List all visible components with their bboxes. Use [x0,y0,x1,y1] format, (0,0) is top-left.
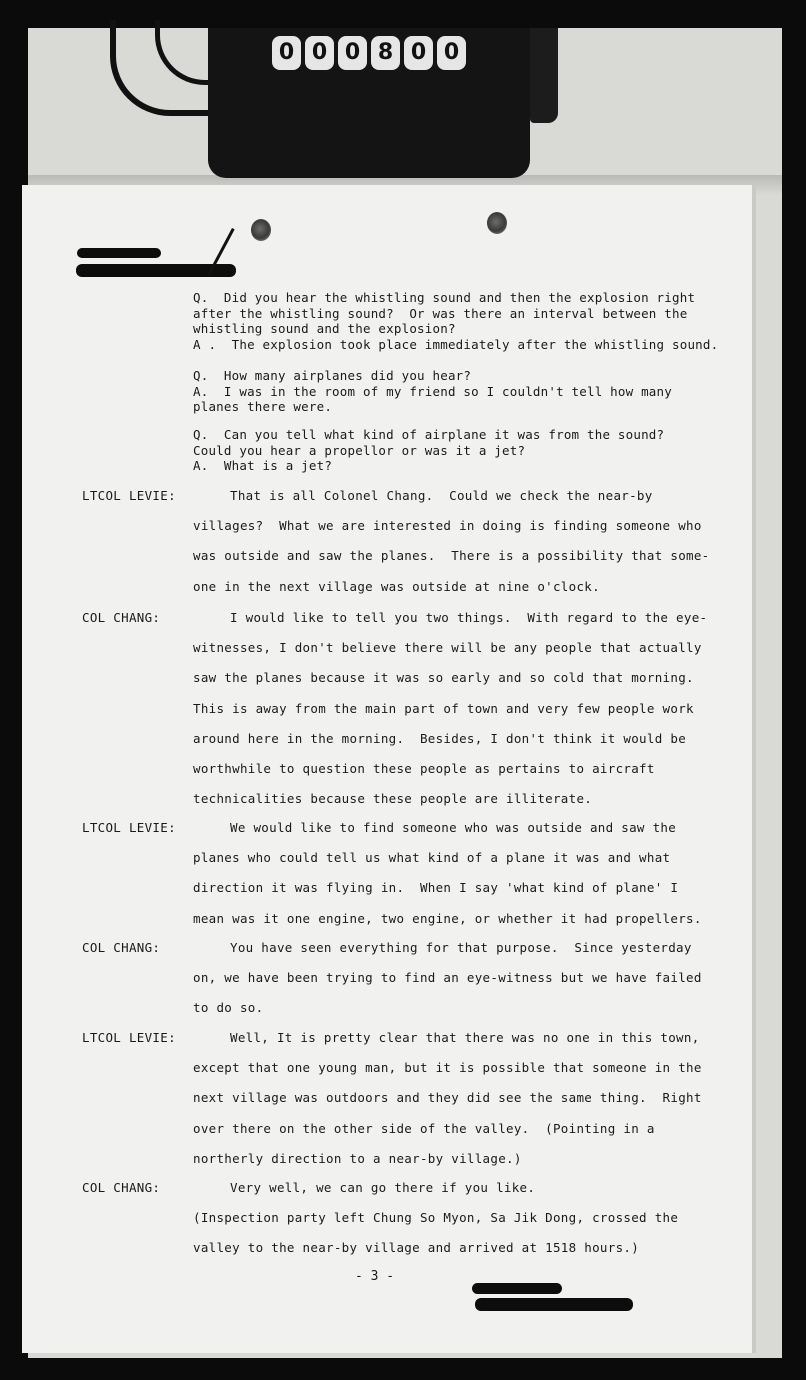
dialogue-line: worthwhile to question these people as pertains to aircraft [193,761,655,776]
counter-stamp-side [530,28,558,123]
dialogue-line: witnesses, I don't believe there will be any people that actually [193,640,702,656]
stamp-digit: 0 [272,36,301,70]
stamp-digit: 0 [305,36,334,70]
dialogue-line: one in the next village was outside at nine o'clock. [193,578,600,594]
qa-line: Could you hear a propellor or was it a jet? [193,442,526,458]
qa-line: Q. Can you tell what kind of airplane it was from the sound? [193,427,665,442]
speaker-label: LTCOL LEVIE: [82,820,176,835]
dialogue-line: villages? What we are interested in doing is finding someone who [193,518,702,534]
qa-line: whistling sound and the explosion? [193,321,456,336]
dialogue-line: saw the planes because it was so early and so cold that morning. [193,670,694,686]
stamp-digit: 8 [371,36,400,70]
stamp-counter [272,36,466,70]
redaction-bar [472,1283,562,1294]
qa-line: after the whistling sound? Or was there an interval between the [193,305,688,321]
dialogue-line: We would like to find someone who was outside and saw the [230,820,677,835]
stamp-digit: 0 [437,36,466,70]
dialogue-line: on, we have been trying to find an eye-witness but we have failed [193,970,702,986]
dialogue-line: to do so. [193,1000,264,1016]
punch-hole [487,212,507,234]
qa-line: A. I was in the room of my friend so I couldn't tell how many [193,383,672,399]
qa-block [193,290,718,352]
dialogue-line: I would like to tell you two things. With regard to the eye- [230,610,708,625]
qa-line: Q. Did you hear the whistling sound and then the explosion right [193,290,696,305]
dialogue-line: except that one young man, but it is possible that someone in the [193,1060,702,1076]
dialogue-line: technicalities because these people are illiterate. [193,791,593,807]
speaker-label: COL CHANG: [82,1180,161,1195]
punch-hole [251,219,271,241]
redaction-bar [77,248,161,258]
dialogue-line: (Inspection party left Chung So Myon, Sa Jik Dong, crossed the [193,1210,679,1226]
page-number: - 3 - [355,1269,395,1284]
dialogue-line: next village was outdoors and they did see the same thing. Right [193,1090,702,1106]
dialogue-line: Well, It is pretty clear that there was no one in this town, [230,1030,700,1045]
dialogue-line: valley to the near-by village and arrived at 1518 hours.) [193,1240,640,1256]
dialogue-line: over there on the other side of the valley. (Pointing in a [193,1120,655,1136]
dialogue-line: around here in the morning. Besides, I don't think it would be [193,730,687,746]
qa-line: planes there were. [193,399,333,414]
dialogue-line: was outside and saw the planes. There is a possibility that some- [193,548,710,564]
dialogue-line: Very well, we can go there if you like. [230,1180,536,1195]
qa-line: A . The explosion took place immediately after the whistling sound. [193,336,719,352]
dialogue-line: northerly direction to a near-by village.) [193,1150,522,1166]
dialogue-line: direction it was flying in. When I say 'what kind of plane' I [193,880,679,896]
speaker-label: LTCOL LEVIE: [82,1030,176,1045]
dialogue-line: You have seen everything for that purpose. Since yesterday [230,940,692,955]
qa-block [193,368,672,415]
speaker-label: COL CHANG: [82,940,161,955]
redaction-bar [475,1298,633,1311]
dialogue-line: That is all Colonel Chang. Could we check the near-by [230,488,653,503]
speaker-label: LTCOL LEVIE: [82,488,176,503]
dialogue-line: mean was it one engine, two engine, or whether it had propellers. [193,910,702,926]
dialogue-line: planes who could tell us what kind of a plane it was and what [193,850,671,866]
speaker-label: COL CHANG: [82,610,161,625]
dialogue-line: This is away from the main part of town and very few people work [193,700,694,716]
qa-line: Q. How many airplanes did you hear? [193,368,472,383]
stamp-digit: 0 [404,36,433,70]
qa-block [193,427,664,474]
stamp-digit: 0 [338,36,367,70]
qa-line: A. What is a jet? [193,458,333,473]
